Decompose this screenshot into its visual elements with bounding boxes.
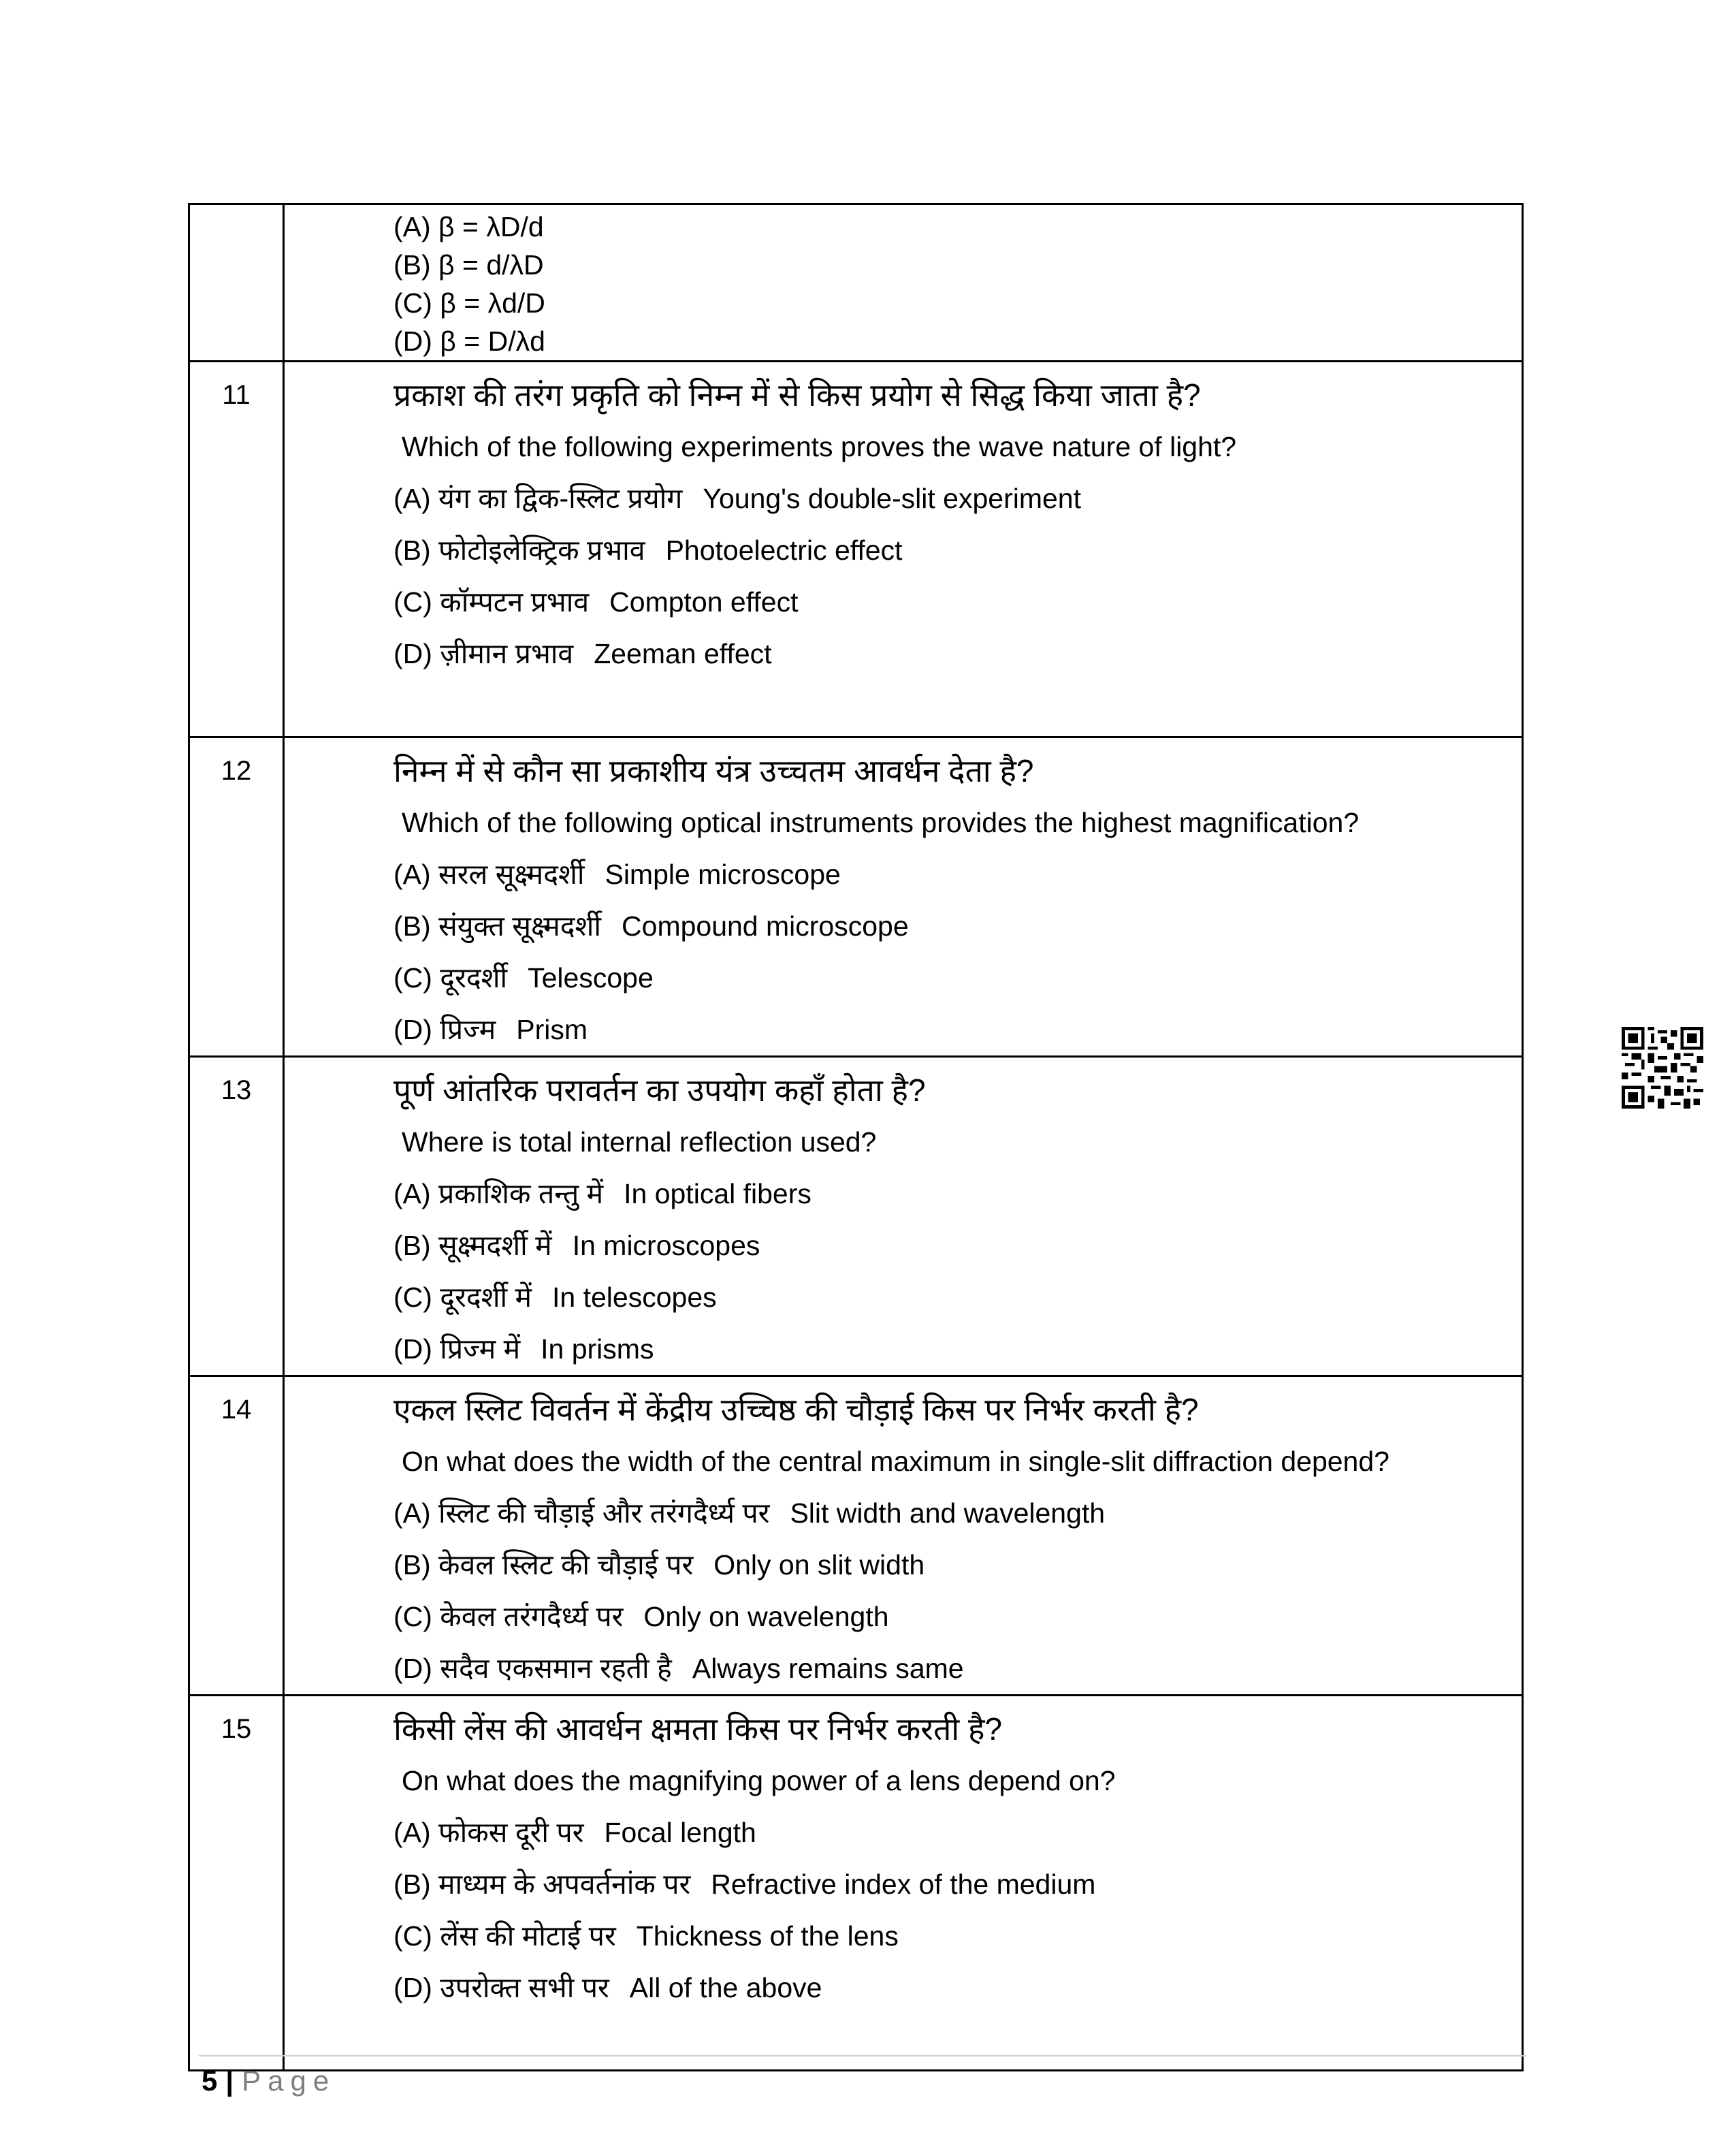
option-english: In prisms [541, 1333, 654, 1365]
option-b [393, 1858, 1522, 1910]
option-label: (D) ज़ीमान प्रभाव [393, 638, 574, 669]
option-english: Compound microscope [622, 910, 909, 942]
option-english: Focal length [604, 1817, 756, 1848]
question-number: 14 [189, 1376, 284, 1696]
option-label: (B) माध्यम के अपवर्तनांक पर [393, 1869, 691, 1900]
option-english: Thickness of the lens [636, 1920, 899, 1952]
page-footer [202, 2059, 336, 2103]
question-number: 11 [189, 362, 284, 737]
option-a [393, 1807, 1522, 1858]
option-english: Prism [516, 1014, 588, 1045]
option-d [393, 1962, 1522, 2014]
option-label: (D) प्रिज्म [393, 1014, 496, 1045]
option-label: (D) उपरोक्त सभी पर [393, 1972, 609, 2003]
question-table [188, 203, 1524, 2071]
option-english: Photoelectric effect [665, 535, 903, 566]
option-english: Simple microscope [605, 859, 841, 890]
option-c: (C) β = λd/D [393, 287, 545, 319]
table-row-question-13 [189, 1057, 1523, 1376]
option-c [393, 1910, 1522, 1962]
option-label: (C) केवल तरंगदैर्ध्य पर [393, 1601, 624, 1632]
option-label: (C) दूरदर्शी [393, 962, 508, 994]
option-label: (B) फोटोइलेक्ट्रिक प्रभाव [393, 535, 645, 566]
question-text-hindi: निम्न में से कौन सा प्रकाशीय यंत्र उच्चतम आवर्धन देता है? [393, 753, 1034, 789]
option-english: In microscopes [572, 1230, 760, 1261]
page-label: Page [242, 2065, 336, 2097]
table-row-question-12 [189, 737, 1523, 1057]
question-content-cell [284, 204, 1523, 362]
option-label: (B) संयुक्त सूक्ष्मदर्शी [393, 910, 602, 942]
question-number: 13 [189, 1057, 284, 1376]
option-label: (C) दूरदर्शी में [393, 1282, 532, 1313]
question-content-cell [284, 737, 1523, 1057]
question-number-cell [189, 204, 284, 362]
option-english: Refractive index of the medium [711, 1869, 1096, 1900]
option-d [393, 1642, 1522, 1694]
question-content-cell [284, 1376, 1523, 1696]
option-english: Young's double-slit experiment [703, 483, 1081, 514]
option-english: In telescopes [552, 1282, 717, 1313]
option-label: (C) कॉम्पटन प्रभाव [393, 586, 590, 618]
question-text-hindi: पूर्ण आंतरिक परावर्तन का उपयोग कहाँ होता है? [393, 1072, 926, 1108]
option-english: Always remains same [692, 1653, 964, 1684]
question-content-cell [284, 362, 1523, 737]
footer-divider [199, 2055, 1526, 2056]
option-label: (B) केवल स्लिट की चौड़ाई पर [393, 1549, 694, 1580]
option-label: (C) लेंस की मोटाई पर [393, 1920, 616, 1952]
option-english: Only on slit width [713, 1549, 925, 1580]
option-english: Slit width and wavelength [790, 1497, 1106, 1529]
question-content-cell [284, 1057, 1523, 1376]
option-c [393, 952, 1522, 1004]
option-label: (D) सदैव एकसमान रहती है [393, 1653, 672, 1684]
question-number: 12 [189, 737, 284, 1057]
option-b: (B) β = d/λD [393, 249, 544, 281]
footer-separator: | [225, 2065, 234, 2097]
table-row-question-11 [189, 362, 1523, 737]
option-label: (D) प्रिज्म में [393, 1333, 521, 1365]
option-english: All of the above [629, 1972, 822, 2003]
option-label: (A) सरल सूक्ष्मदर्शी [393, 859, 585, 890]
option-english: Only on wavelength [643, 1601, 889, 1632]
question-number: 15 [189, 1696, 284, 2071]
option-english: Zeeman effect [594, 638, 772, 669]
option-a [393, 1487, 1522, 1539]
question-text-hindi: प्रकाश की तरंग प्रकृति को निम्न में से किस प्रयोग से सिद्ध किया जाता है? [393, 377, 1201, 413]
question-text-english: Which of the following experiments proves the wave nature of light? [402, 431, 1237, 462]
question-text-hindi: किसी लेंस की आवर्धन क्षमता किस पर निर्भर करती है? [393, 1711, 1002, 1747]
option-d [393, 628, 1522, 680]
option-a [393, 1168, 1522, 1220]
option-b [393, 524, 1522, 576]
option-label: (A) फोकस दूरी पर [393, 1817, 584, 1848]
table-row-question-14 [189, 1376, 1523, 1696]
option-c [393, 1591, 1522, 1642]
option-d [393, 1004, 1522, 1055]
option-d: (D) β = D/λd [393, 325, 545, 357]
page-number: 5 [202, 2065, 218, 2097]
option-label: (A) प्रकाशिक तन्तु में [393, 1178, 604, 1209]
option-a: (A) β = λD/d [393, 211, 544, 242]
table-row-continuation [189, 204, 1523, 362]
option-label: (B) सूक्ष्मदर्शी में [393, 1230, 552, 1261]
option-english: In optical fibers [624, 1178, 811, 1209]
option-a [393, 848, 1522, 900]
option-c [393, 576, 1522, 628]
question-text-hindi: एकल स्लिट विवर्तन में केंद्रीय उच्चिष्ठ की चौड़ाई किस पर निर्भर करती है? [393, 1392, 1199, 1427]
question-text-english: Where is total internal reflection used? [402, 1126, 877, 1158]
option-label: (A) यंग का द्विक-स्लिट प्रयोग [393, 483, 683, 514]
option-english: Compton effect [609, 586, 799, 618]
option-d [393, 1323, 1522, 1375]
question-text-english: On what does the magnifying power of a lens depend on? [402, 1765, 1116, 1796]
qr-code-icon [1622, 1027, 1703, 1109]
option-c [393, 1271, 1522, 1323]
question-text-english: On what does the width of the central maximum in single-slit diffraction depend? [402, 1446, 1389, 1477]
option-english: Telescope [528, 962, 654, 994]
table-row-question-15 [189, 1696, 1523, 2071]
question-text-english: Which of the following optical instruments provides the highest magnification? [402, 807, 1360, 838]
option-a [393, 473, 1522, 524]
option-b [393, 1220, 1522, 1271]
option-b [393, 900, 1522, 952]
question-content-cell [284, 1696, 1523, 2071]
option-b [393, 1539, 1522, 1591]
option-label: (A) स्लिट की चौड़ाई और तरंगदैर्ध्य पर [393, 1497, 770, 1529]
